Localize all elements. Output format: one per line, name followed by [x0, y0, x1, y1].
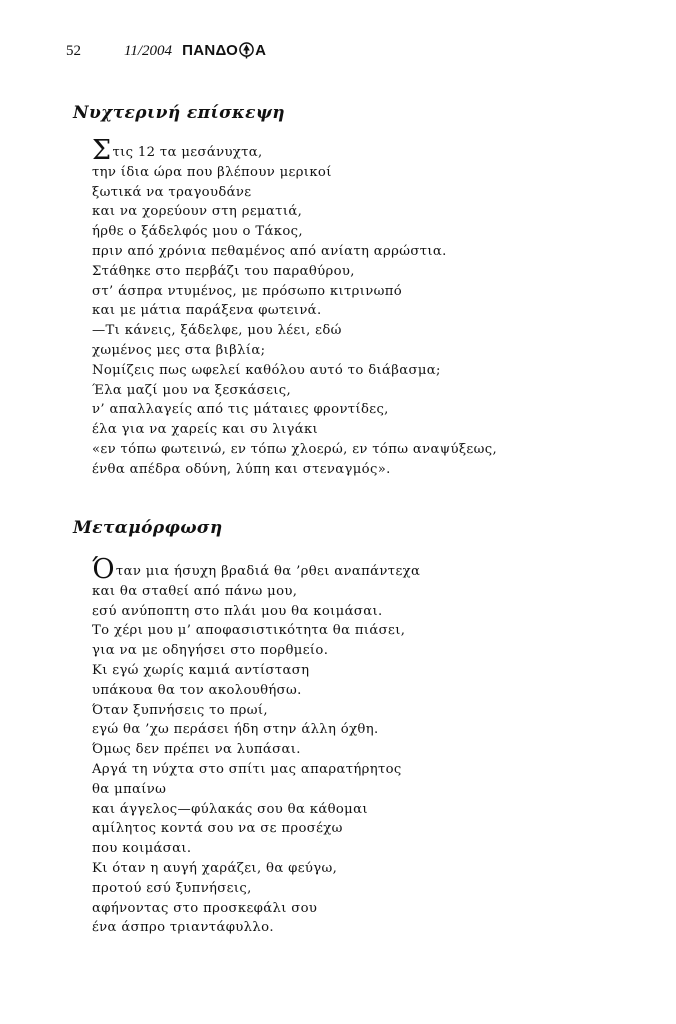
poem-line: έλα για να χαρείς και συ λιγάκι [92, 422, 319, 438]
poem-line: προτού εσύ ξυπνήσεις, [92, 880, 252, 896]
tree-emblem-icon [239, 42, 254, 59]
poem-line: και θα σταθεί από πάνω μου, [92, 583, 298, 599]
poem-line: ξωτικά να τραγουδάνε [92, 184, 252, 200]
drop-cap: Ό [92, 554, 115, 585]
poem-line: Κι όταν η αυγή χαράζει, θα φεύγω, [92, 860, 338, 876]
poem-line: που κοιμάσαι. [92, 841, 192, 857]
poem-line: Κι εγώ χωρίς καμιά αντίσταση [92, 662, 310, 678]
poem-line: Το χέρι μου μ’ αποφασιστικότητα θα πιάσει, [92, 623, 406, 639]
poem-line: χωμένος μες στα βιβλία; [92, 342, 266, 358]
poem-title: Μεταμόρφωση [73, 518, 223, 538]
poem-line: ένα άσπρο τριαντάφυλλο. [92, 920, 274, 936]
poem-line: Στάθηκε στο περβάζι του παραθύρου, [92, 263, 355, 279]
poem-body [92, 554, 421, 938]
poem-line: Όμως δεν πρέπει να λυπάσαι. [92, 742, 301, 758]
magazine-name-left: ΠΑΝΔΟ [182, 42, 239, 59]
poem-line: Έλα μαζί μου να ξεσκάσεις, [92, 382, 292, 398]
poem-line: αμίλητος κοντά σου να σε προσέχω [92, 821, 343, 837]
poem-line: ν’ απαλλαγείς από τις μάταιες φροντίδες, [92, 402, 389, 418]
poem-line: Νομίζεις πως ωφελεί καθόλου αυτό το διάβασμα; [92, 362, 441, 378]
poem-line [92, 135, 497, 166]
poem-line-text: ταν μια ήσυχη βραδιά θα ’ρθει αναπάντεχα [115, 564, 421, 579]
poem-line: πριν από χρόνια πεθαμένος από ανίατη αρρώστια. [92, 243, 447, 259]
poem-line: Αργά τη νύχτα στο σπίτι μας απαρατήρητος [92, 761, 402, 777]
poem-line: στ’ άσπρα ντυμένος, με πρόσωπο κιτρινωπό [92, 283, 403, 299]
poem-line: «εν τόπω φωτεινώ, εν τόπω χλοερώ, εν τόπω αναψύξεως, [92, 441, 497, 457]
poem-line: για να με οδηγήσει στο πορθμείο. [92, 643, 329, 659]
poem-line: υπάκουα θα τον ακολουθήσω. [92, 682, 302, 698]
poem-line: ήρθε ο ξάδελφός μου ο Τάκος, [92, 224, 303, 240]
poem-body [92, 135, 497, 480]
drop-cap: Σ [92, 135, 112, 166]
poem-line: θα μπαίνω [92, 781, 167, 797]
poem-line: Όταν ξυπνήσεις το πρωί, [92, 702, 268, 718]
poem-line: αφήνοντας στο προσκεφάλι σου [92, 900, 318, 916]
poem-line: και με μάτια παράξενα φωτεινά. [92, 303, 322, 319]
poem-line: εσύ ανύποπτη στο πλάι μου θα κοιμάσαι. [92, 603, 383, 619]
issue-date: 11/2004 [124, 43, 173, 59]
poem-title: Νυχτερινή επίσκεψη [73, 103, 286, 123]
magazine-name [182, 42, 266, 59]
poem-line: εγώ θα ’χω περάσει ήδη στην άλλη όχθη. [92, 722, 379, 738]
poem-line-text: τις 12 τα μεσάνυχτα, [112, 145, 263, 160]
poem-line: —Τι κάνεις, ξάδελφε, μου λέει, εδώ [92, 323, 342, 339]
page-number: 52 [66, 43, 81, 59]
poem-line: ένθα απέδρα οδύνη, λύπη και στεναγμός». [92, 461, 391, 477]
poem-line: την ίδια ώρα που βλέπουν μερικοί [92, 164, 332, 180]
running-header [66, 42, 266, 60]
magazine-name-right: Α [255, 42, 267, 59]
poem-line: και να χορεύουν στη ρεματιά, [92, 204, 303, 220]
poem-line [92, 554, 421, 585]
poem-line: και άγγελος—φύλακάς σου θα κάθομαι [92, 801, 368, 817]
